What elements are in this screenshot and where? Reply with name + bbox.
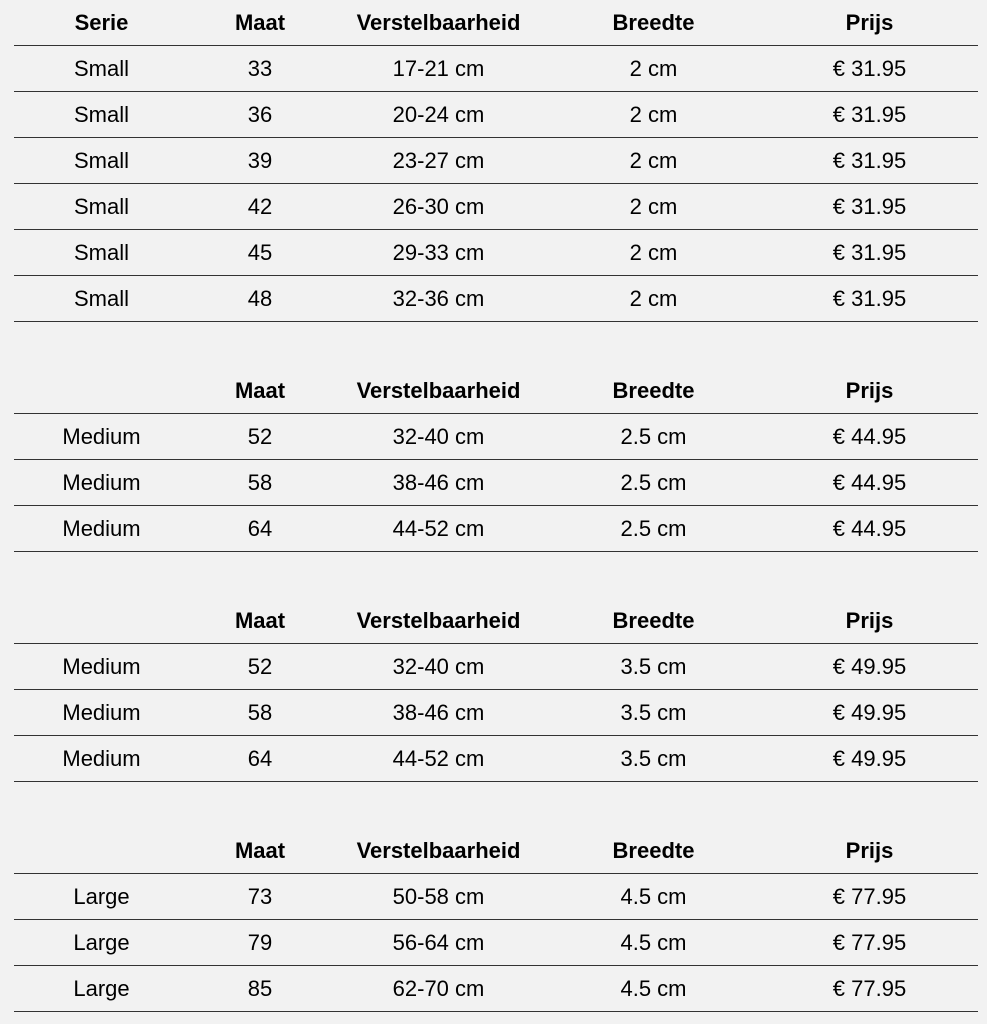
cell-serie: Medium: [14, 644, 189, 690]
cell-breedte: 2 cm: [546, 46, 761, 92]
cell-maat: 48: [189, 276, 331, 322]
table-header-row: [14, 828, 978, 874]
cell-serie: Small: [14, 46, 189, 92]
cell-verstelbaarheid: 38-46 cm: [331, 460, 546, 506]
cell-maat: 79: [189, 920, 331, 966]
cell-prijs: € 31.95: [761, 184, 978, 230]
header-maat: Maat: [189, 828, 331, 874]
medium-3-5cm-table: [14, 598, 978, 782]
header-maat: Maat: [189, 0, 331, 46]
header-serie: [14, 368, 189, 414]
table-row: [14, 46, 978, 92]
table-row: [14, 460, 978, 506]
table-row: [14, 414, 978, 460]
cell-breedte: 2.5 cm: [546, 506, 761, 552]
cell-maat: 42: [189, 184, 331, 230]
cell-prijs: € 44.95: [761, 506, 978, 552]
cell-verstelbaarheid: 32-36 cm: [331, 276, 546, 322]
cell-verstelbaarheid: 17-21 cm: [331, 46, 546, 92]
table-row: [14, 506, 978, 552]
cell-maat: 52: [189, 414, 331, 460]
header-prijs: Prijs: [761, 828, 978, 874]
cell-verstelbaarheid: 29-33 cm: [331, 230, 546, 276]
cell-breedte: 2 cm: [546, 230, 761, 276]
cell-serie: Small: [14, 276, 189, 322]
cell-verstelbaarheid: 23-27 cm: [331, 138, 546, 184]
table-header-row: [14, 0, 978, 46]
cell-serie: Medium: [14, 460, 189, 506]
cell-prijs: € 31.95: [761, 230, 978, 276]
table-header-row: [14, 368, 978, 414]
table-row: [14, 644, 978, 690]
cell-maat: 39: [189, 138, 331, 184]
cell-breedte: 2 cm: [546, 276, 761, 322]
cell-breedte: 3.5 cm: [546, 736, 761, 782]
header-verstelbaarheid: Verstelbaarheid: [331, 828, 546, 874]
cell-serie: Medium: [14, 506, 189, 552]
cell-breedte: 2.5 cm: [546, 414, 761, 460]
header-verstelbaarheid: Verstelbaarheid: [331, 368, 546, 414]
table-row: [14, 736, 978, 782]
table-row: [14, 230, 978, 276]
cell-prijs: € 44.95: [761, 414, 978, 460]
header-verstelbaarheid: Verstelbaarheid: [331, 598, 546, 644]
header-prijs: Prijs: [761, 0, 978, 46]
cell-maat: 36: [189, 92, 331, 138]
cell-prijs: € 77.95: [761, 920, 978, 966]
cell-prijs: € 77.95: [761, 966, 978, 1012]
table-row: [14, 690, 978, 736]
cell-breedte: 3.5 cm: [546, 690, 761, 736]
header-serie: Serie: [14, 0, 189, 46]
cell-prijs: € 31.95: [761, 276, 978, 322]
table-row: [14, 184, 978, 230]
cell-breedte: 4.5 cm: [546, 874, 761, 920]
cell-verstelbaarheid: 44-52 cm: [331, 736, 546, 782]
cell-maat: 64: [189, 506, 331, 552]
cell-verstelbaarheid: 38-46 cm: [331, 690, 546, 736]
cell-serie: Medium: [14, 414, 189, 460]
cell-serie: Medium: [14, 736, 189, 782]
cell-serie: Small: [14, 138, 189, 184]
cell-prijs: € 31.95: [761, 92, 978, 138]
header-breedte: Breedte: [546, 828, 761, 874]
cell-maat: 45: [189, 230, 331, 276]
table-row: [14, 92, 978, 138]
size-price-page: [14, 0, 978, 1012]
header-breedte: Breedte: [546, 368, 761, 414]
cell-serie: Small: [14, 230, 189, 276]
cell-breedte: 4.5 cm: [546, 920, 761, 966]
cell-prijs: € 77.95: [761, 874, 978, 920]
cell-verstelbaarheid: 56-64 cm: [331, 920, 546, 966]
cell-serie: Large: [14, 920, 189, 966]
cell-serie: Medium: [14, 690, 189, 736]
cell-breedte: 2 cm: [546, 92, 761, 138]
cell-verstelbaarheid: 50-58 cm: [331, 874, 546, 920]
cell-maat: 33: [189, 46, 331, 92]
cell-prijs: € 31.95: [761, 138, 978, 184]
cell-maat: 73: [189, 874, 331, 920]
cell-serie: Small: [14, 184, 189, 230]
header-maat: Maat: [189, 368, 331, 414]
cell-breedte: 2 cm: [546, 138, 761, 184]
cell-verstelbaarheid: 44-52 cm: [331, 506, 546, 552]
cell-prijs: € 31.95: [761, 46, 978, 92]
cell-breedte: 2.5 cm: [546, 460, 761, 506]
table-row: [14, 138, 978, 184]
cell-breedte: 4.5 cm: [546, 966, 761, 1012]
cell-verstelbaarheid: 26-30 cm: [331, 184, 546, 230]
cell-maat: 85: [189, 966, 331, 1012]
cell-verstelbaarheid: 32-40 cm: [331, 414, 546, 460]
header-maat: Maat: [189, 598, 331, 644]
cell-prijs: € 49.95: [761, 644, 978, 690]
cell-breedte: 2 cm: [546, 184, 761, 230]
header-serie: [14, 828, 189, 874]
cell-verstelbaarheid: 62-70 cm: [331, 966, 546, 1012]
table-row: [14, 874, 978, 920]
cell-breedte: 3.5 cm: [546, 644, 761, 690]
header-verstelbaarheid: Verstelbaarheid: [331, 0, 546, 46]
cell-verstelbaarheid: 20-24 cm: [331, 92, 546, 138]
medium-2-5cm-table: [14, 368, 978, 552]
large-series-table: [14, 828, 978, 1012]
table-header-row: [14, 598, 978, 644]
table-row: [14, 276, 978, 322]
header-prijs: Prijs: [761, 368, 978, 414]
cell-serie: Large: [14, 966, 189, 1012]
cell-maat: 58: [189, 460, 331, 506]
cell-maat: 52: [189, 644, 331, 690]
header-breedte: Breedte: [546, 598, 761, 644]
cell-verstelbaarheid: 32-40 cm: [331, 644, 546, 690]
header-serie: [14, 598, 189, 644]
table-row: [14, 920, 978, 966]
cell-prijs: € 49.95: [761, 736, 978, 782]
header-prijs: Prijs: [761, 598, 978, 644]
cell-maat: 64: [189, 736, 331, 782]
table-row: [14, 966, 978, 1012]
small-series-table: [14, 0, 978, 322]
cell-prijs: € 44.95: [761, 460, 978, 506]
cell-prijs: € 49.95: [761, 690, 978, 736]
cell-serie: Large: [14, 874, 189, 920]
cell-maat: 58: [189, 690, 331, 736]
cell-serie: Small: [14, 92, 189, 138]
header-breedte: Breedte: [546, 0, 761, 46]
